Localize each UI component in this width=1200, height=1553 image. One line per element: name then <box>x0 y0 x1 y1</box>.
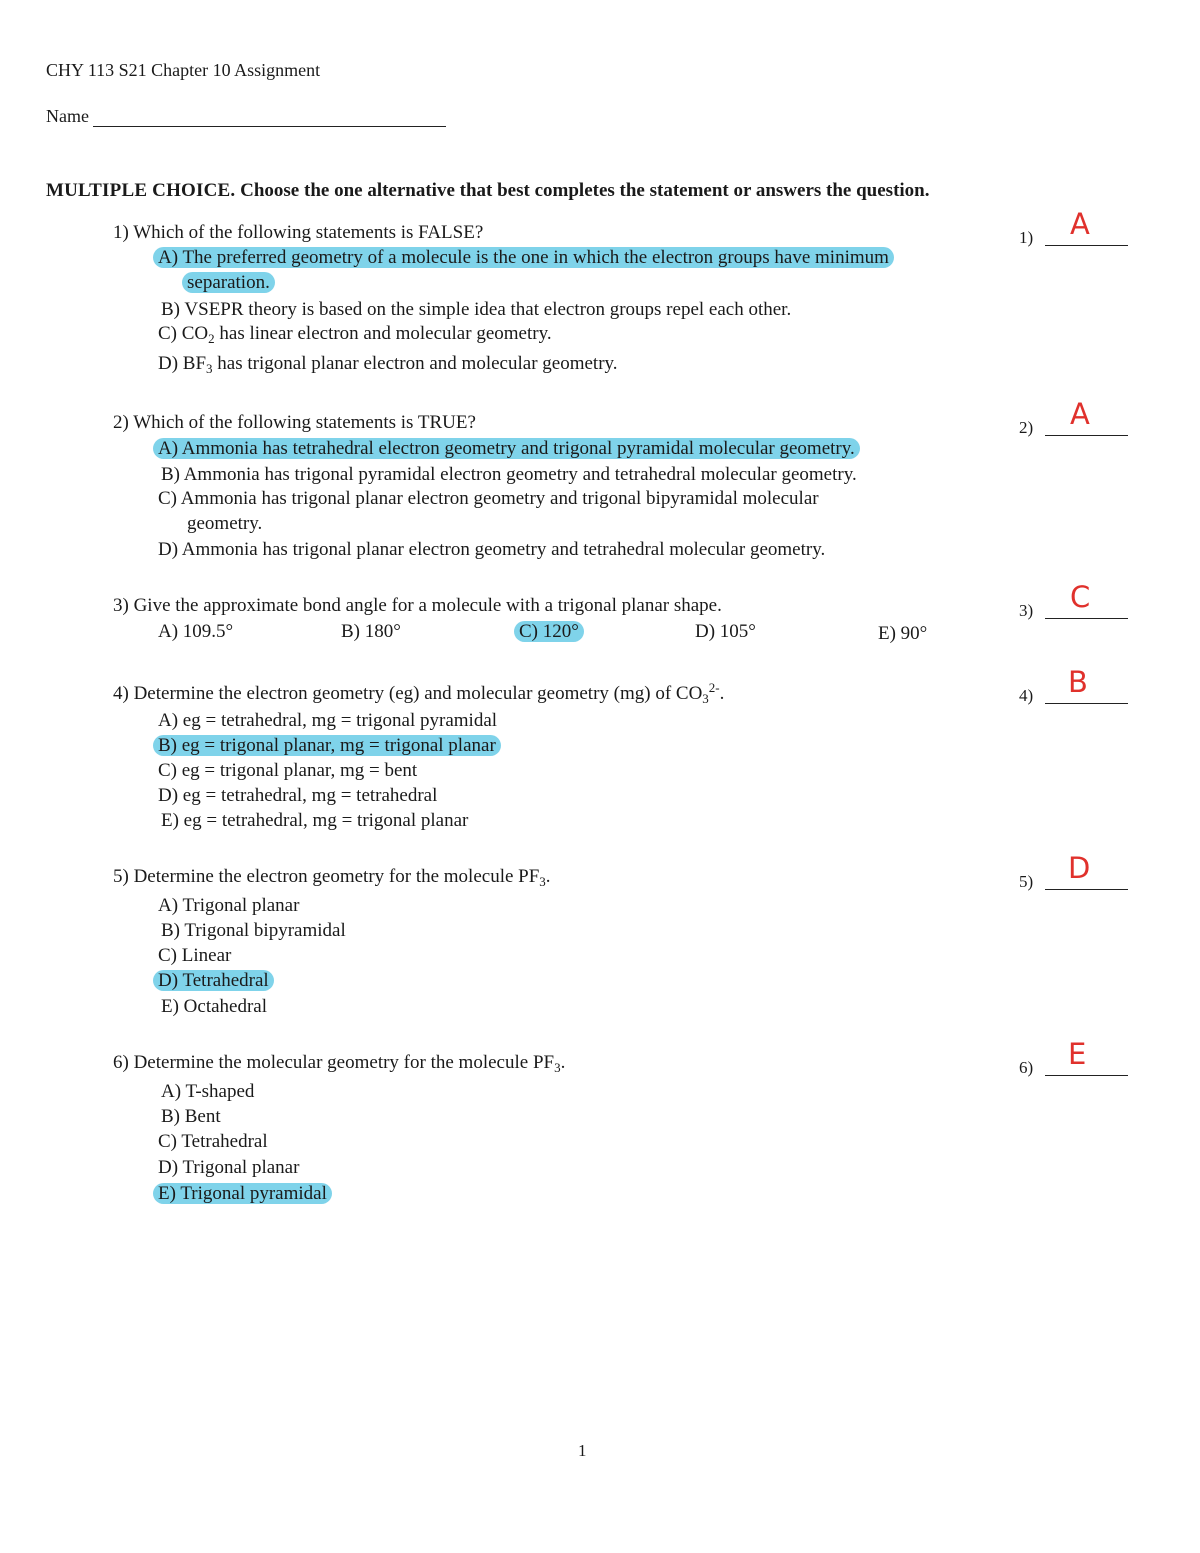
question-4-option-e[interactable]: E) eg = tetrahedral, mg = trigonal planar <box>161 810 469 831</box>
question-6-stem <box>113 1052 565 1076</box>
answer-1-number: 1) <box>1019 228 1034 247</box>
question-2-option-a[interactable] <box>158 438 860 460</box>
question-6-stem-sub: 3 <box>554 1060 561 1075</box>
question-1-option-c-pre: C) CO <box>158 323 209 344</box>
question-5-option-d-text: D) Tetrahedral <box>153 970 274 991</box>
question-4-option-c[interactable]: C) eg = trigonal planar, mg = bent <box>158 760 418 781</box>
answer-6-line[interactable] <box>1045 1075 1128 1076</box>
question-1-option-c-post: has linear electron and molecular geometry. <box>214 323 552 344</box>
question-5-option-a[interactable]: A) Trigonal planar <box>158 895 300 916</box>
question-3-option-c[interactable] <box>519 621 584 643</box>
question-4-option-d[interactable]: D) eg = tetrahedral, mg = tetrahedral <box>158 785 438 806</box>
question-4-stem <box>113 680 724 707</box>
answer-4-line[interactable] <box>1045 703 1128 704</box>
question-6-stem-pre: 6) Determine the molecular geometry for the molecule PF <box>113 1052 555 1073</box>
question-6-option-d[interactable]: D) Trigonal planar <box>158 1157 300 1178</box>
question-6-option-e-text: E) Trigonal pyramidal <box>153 1183 332 1204</box>
question-5-option-e[interactable]: E) Octahedral <box>161 996 268 1017</box>
answer-5-number: 5) <box>1019 872 1034 891</box>
answer-3-handwritten: C <box>1070 580 1091 614</box>
instructions-text: Choose the one alternative that best completes the statement or answers the question. <box>240 180 930 201</box>
answer-3-line[interactable] <box>1045 618 1128 619</box>
question-1-option-d-pre: D) BF <box>158 353 207 374</box>
question-5-stem-sub: 3 <box>539 874 546 889</box>
question-3-stem: 3) Give the approximate bond angle for a molecule with a trigonal planar shape. <box>113 595 722 616</box>
question-4-stem-pre: 4) Determine the electron geometry (eg) and molecular geometry (mg) of CO <box>113 683 703 704</box>
question-1-option-d-post: has trigonal planar electron and molecular geometry. <box>212 353 618 374</box>
name-label: Name <box>46 106 89 126</box>
answer-5-handwritten: D <box>1068 851 1091 885</box>
answer-3-number: 3) <box>1019 601 1034 620</box>
question-2-option-a-text: A) Ammonia has tetrahedral electron geometry and trigonal pyramidal molecular geometry. <box>153 438 860 459</box>
question-1-option-d[interactable] <box>158 353 618 377</box>
question-5-stem-post: . <box>545 866 551 887</box>
answer-5-line[interactable] <box>1045 889 1128 890</box>
answer-6-handwritten: E <box>1068 1037 1087 1071</box>
answer-4-handwritten: B <box>1068 665 1088 699</box>
question-6-option-b[interactable]: B) Bent <box>161 1106 221 1127</box>
question-3-option-d[interactable]: D) 105° <box>695 621 756 642</box>
question-1-option-c[interactable] <box>158 323 552 347</box>
question-3-option-b[interactable]: B) 180° <box>341 621 401 642</box>
question-6-option-a[interactable]: A) T-shaped <box>161 1081 255 1102</box>
question-2-option-c[interactable]: C) Ammonia has trigonal planar electron geometry and trigonal bipyramidal molecular <box>158 488 819 509</box>
question-2-option-b[interactable]: B) Ammonia has trigonal pyramidal electron geometry and tetrahedral molecular geometry. <box>161 464 857 485</box>
question-4-option-a[interactable]: A) eg = tetrahedral, mg = trigonal pyramidal <box>158 710 498 731</box>
answer-1-line[interactable] <box>1045 245 1128 246</box>
question-5-option-c[interactable]: C) Linear <box>158 945 232 966</box>
question-4-option-b-text: B) eg = trigonal planar, mg = trigonal planar <box>153 735 501 756</box>
question-1-option-a-line2: separation. <box>182 272 275 293</box>
question-1-option-d-sub: 3 <box>206 361 213 376</box>
answer-2-number: 2) <box>1019 418 1034 437</box>
question-6-option-e[interactable] <box>158 1183 332 1205</box>
answer-6-number: 6) <box>1019 1058 1034 1077</box>
question-3-option-a[interactable]: A) 109.5° <box>158 621 234 642</box>
instructions-lead: MULTIPLE CHOICE. <box>46 180 236 201</box>
answer-4-number: 4) <box>1019 686 1034 705</box>
question-2-stem: 2) Which of the following statements is TRUE? <box>113 412 476 433</box>
question-4-stem-sup: 2- <box>708 680 720 695</box>
question-6-option-c[interactable]: C) Tetrahedral <box>158 1131 268 1152</box>
question-4-option-b[interactable] <box>158 735 501 757</box>
question-1-option-a-cont[interactable] <box>187 272 275 294</box>
name-blank-line[interactable] <box>93 126 446 127</box>
question-4-stem-post: . <box>719 683 725 704</box>
question-3-option-c-text: C) 120° <box>514 621 584 642</box>
question-3-option-e[interactable]: E) 90° <box>878 623 928 644</box>
question-5-option-d[interactable] <box>158 970 274 992</box>
question-2-option-d[interactable]: D) Ammonia has trigonal planar electron geometry and tetrahedral molecular geometry. <box>158 539 826 560</box>
question-4-stem-sub: 3 <box>702 691 709 706</box>
question-6-stem-post: . <box>560 1052 566 1073</box>
answer-2-handwritten: A <box>1070 397 1090 431</box>
answer-2-line[interactable] <box>1045 435 1128 436</box>
question-1-option-c-sub: 2 <box>208 331 215 346</box>
instructions <box>46 180 930 202</box>
page-number: 1 <box>578 1441 587 1460</box>
question-1-option-a[interactable] <box>158 247 894 269</box>
question-5-option-b[interactable]: B) Trigonal bipyramidal <box>161 920 346 941</box>
question-1-option-b[interactable]: B) VSEPR theory is based on the simple idea that electron groups repel each other. <box>161 299 792 320</box>
answer-1-handwritten: A <box>1070 207 1090 241</box>
question-5-stem <box>113 866 551 890</box>
question-1-stem: 1) Which of the following statements is FALSE? <box>113 222 484 243</box>
question-2-option-c-cont: geometry. <box>187 513 263 534</box>
course-title: CHY 113 S21 Chapter 10 Assignment <box>46 60 321 80</box>
question-5-stem-pre: 5) Determine the electron geometry for the molecule PF <box>113 866 540 887</box>
question-1-option-a-line1: A) The preferred geometry of a molecule is the one in which the electron groups have minimum <box>153 247 894 268</box>
